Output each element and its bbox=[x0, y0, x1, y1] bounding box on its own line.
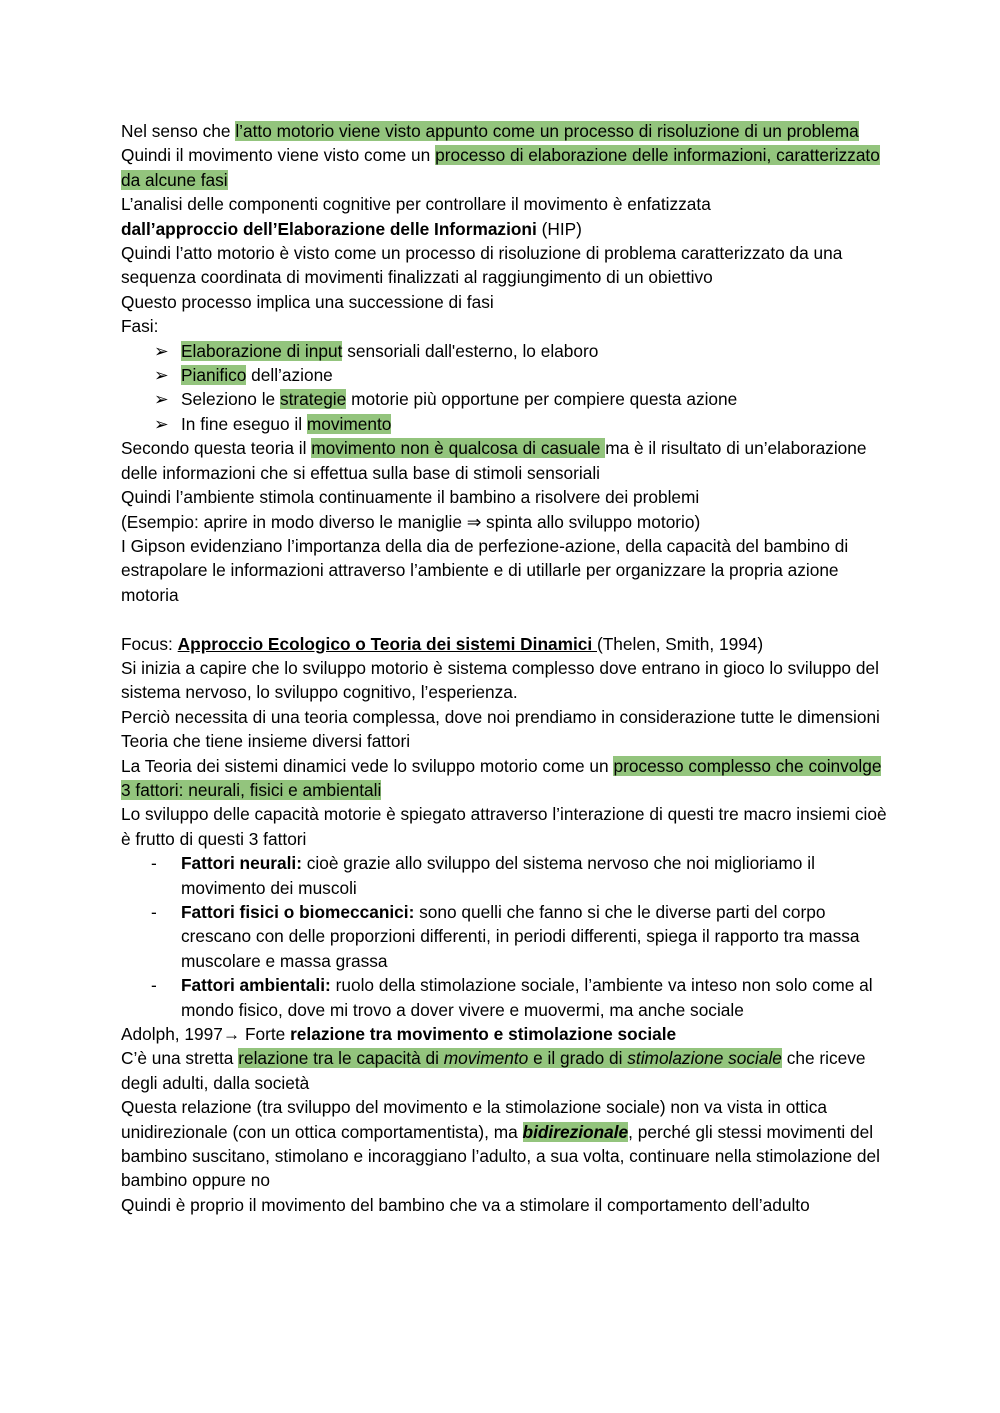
highlight: processo di elaborazione delle informazioni, caratterizzato da alcune fasi bbox=[121, 145, 880, 190]
list-item: - Fattori ambientali: ruolo della stimolazione sociale, l’ambiente va inteso non solo come al mondo fisico, dove mi trovo a dover vivere e muovermi, ma anche sociale bbox=[151, 975, 873, 1020]
paragraph: Questa relazione (tra sviluppo del movimento e la stimolazione sociale) non va vista in ottica unidirezionale (con un ottica comportamentista), ma bidirezionale, perché gli stessi movimenti del bambino suscitano, stimolano e incoraggiano l’adulto, a sua volta, continuare nella stimolazione del bambino oppure no bbox=[121, 1097, 880, 1191]
fattori-list bbox=[121, 851, 891, 1022]
focus-heading: Focus: Approccio Ecologico o Teoria dei sistemi Dinamici (Thelen, Smith, 1994) bbox=[121, 633, 764, 654]
highlight: relazione tra le capacità di movimento e il grado di stimolazione sociale bbox=[238, 1048, 782, 1069]
dash-bullet: - bbox=[151, 853, 157, 874]
arrow-bullet-icon: ➢ bbox=[154, 389, 169, 410]
list-item: ➢ In fine eseguo il movimento bbox=[121, 412, 891, 436]
arrow-bullet-icon: ➢ bbox=[154, 413, 169, 434]
bold-text: dall’approccio dell’Elaborazione delle Informazioni bbox=[121, 218, 537, 239]
paragraph: La Teoria dei sistemi dinamici vede lo sviluppo motorio come un processo complesso che coinvolge 3 fattori: neurali, fisici e ambientali bbox=[121, 755, 882, 800]
paragraph: Quindi l’ambiente stimola continuamente il bambino a risolvere dei problemi bbox=[121, 487, 700, 508]
paragraph: Lo sviluppo delle capacità motorie è spiegato attraverso l’interazione di questi tre macro insiemi cioè è frutto di questi 3 fattori bbox=[121, 804, 887, 849]
paragraph: L’analisi delle componenti cognitive per controllare il movimento è enfatizzata bbox=[121, 194, 711, 215]
highlight: movimento bbox=[306, 413, 392, 434]
paragraph: Quindi è proprio il movimento del bambino che va a stimolare il comportamento dell’adulto bbox=[121, 1194, 810, 1215]
paragraph: C’è una stretta relazione tra le capacità di movimento e il grado di stimolazione sociale che riceve degli adulti, dalla società bbox=[121, 1048, 866, 1093]
arrow-bullet-icon: ➢ bbox=[154, 340, 169, 361]
paragraph: Quindi il movimento viene visto come un processo di elaborazione delle informazioni, caratterizzato da alcune fasi bbox=[121, 145, 880, 190]
paragraph: Perciò necessita di una teoria complessa, dove noi prendiamo in considerazione tutte le dimensioni bbox=[121, 706, 880, 727]
highlight: Elaborazione di input bbox=[181, 340, 343, 361]
paragraph: dall’approccio dell’Elaborazione delle Informazioni (HIP) bbox=[121, 218, 582, 239]
paragraph: Nel senso che l’atto motorio viene visto appunto come un processo di risoluzione di un problema bbox=[121, 121, 859, 141]
paragraph: (Esempio: aprire in modo diverso le maniglie ⇒ spinta allo sviluppo motorio) bbox=[121, 511, 701, 532]
highlight: processo complesso che coinvolge 3 fattori: neurali, fisici e ambientali bbox=[121, 755, 882, 800]
paragraph: Adolph, 1997→ Forte relazione tra movimento e stimolazione sociale bbox=[121, 1024, 677, 1045]
highlight: Pianifico bbox=[181, 365, 247, 386]
list-item: ➢ Elaborazione di input sensoriali dall'esterno, lo elaboro bbox=[121, 339, 891, 363]
arrow-bullet-icon: ➢ bbox=[154, 365, 169, 386]
highlight: bidirezionale bbox=[522, 1121, 629, 1142]
document-page bbox=[121, 119, 891, 1217]
highlight: strategie bbox=[279, 389, 347, 410]
paragraph: Teoria che tiene insieme diversi fattori bbox=[121, 731, 411, 752]
list-item: - Fattori neurali: cioè grazie allo sviluppo del sistema nervoso che noi miglioriamo il movimento dei muscoli bbox=[151, 853, 815, 898]
paragraph: Questo processo implica una successione di fasi bbox=[121, 291, 494, 312]
focus-title: Approccio Ecologico o Teoria dei sistemi Dinamici bbox=[177, 633, 597, 654]
list-item: - Fattori fisici o biomeccanici: sono quelli che fanno si che le diverse parti del corpo crescano con delle proporzioni differenti, in periodi differenti, spiega il rapporto tra massa muscolare e massa grassa bbox=[151, 901, 860, 971]
blank-line bbox=[121, 607, 891, 631]
dash-bullet: - bbox=[151, 975, 157, 996]
paragraph: Secondo questa teoria il movimento non è qualcosa di casuale ma è il risultato di un’elaborazione delle informazioni che si effettua sulla base di stimoli sensoriali bbox=[121, 438, 867, 483]
fasi-list bbox=[121, 339, 891, 437]
dash-bullet: - bbox=[151, 901, 157, 922]
list-item: ➢ Pianifico dell’azione bbox=[121, 363, 891, 387]
paragraph: Quindi l’atto motorio è visto come un processo di risoluzione di problema caratterizzato da una sequenza coordinata di movimenti finalizzati al raggiungimento di un obiettivo bbox=[121, 243, 843, 288]
paragraph: Si inizia a capire che lo sviluppo motorio è sistema complesso dove entrano in gioco lo sviluppo del sistema nervoso, lo sviluppo cognitivo, l’esperienza. bbox=[121, 657, 879, 703]
paragraph: I Gipson evidenziano l’importanza della dia de perfezione-azione, della capacità del bambino di estrapolare le informazioni attraverso l’ambiente e di utillarle per organizzare la propria azione motoria bbox=[121, 535, 849, 605]
paragraph: Fasi: bbox=[121, 316, 159, 337]
bold-text: relazione tra movimento e stimolazione sociale bbox=[290, 1024, 677, 1045]
list-item: ➢ Seleziono le strategie motorie più opportune per compiere questa azione bbox=[121, 387, 891, 411]
highlight: movimento non è qualcosa di casuale bbox=[311, 438, 606, 459]
highlight: l’atto motorio viene visto appunto come un processo di risoluzione di un problema bbox=[235, 121, 859, 141]
